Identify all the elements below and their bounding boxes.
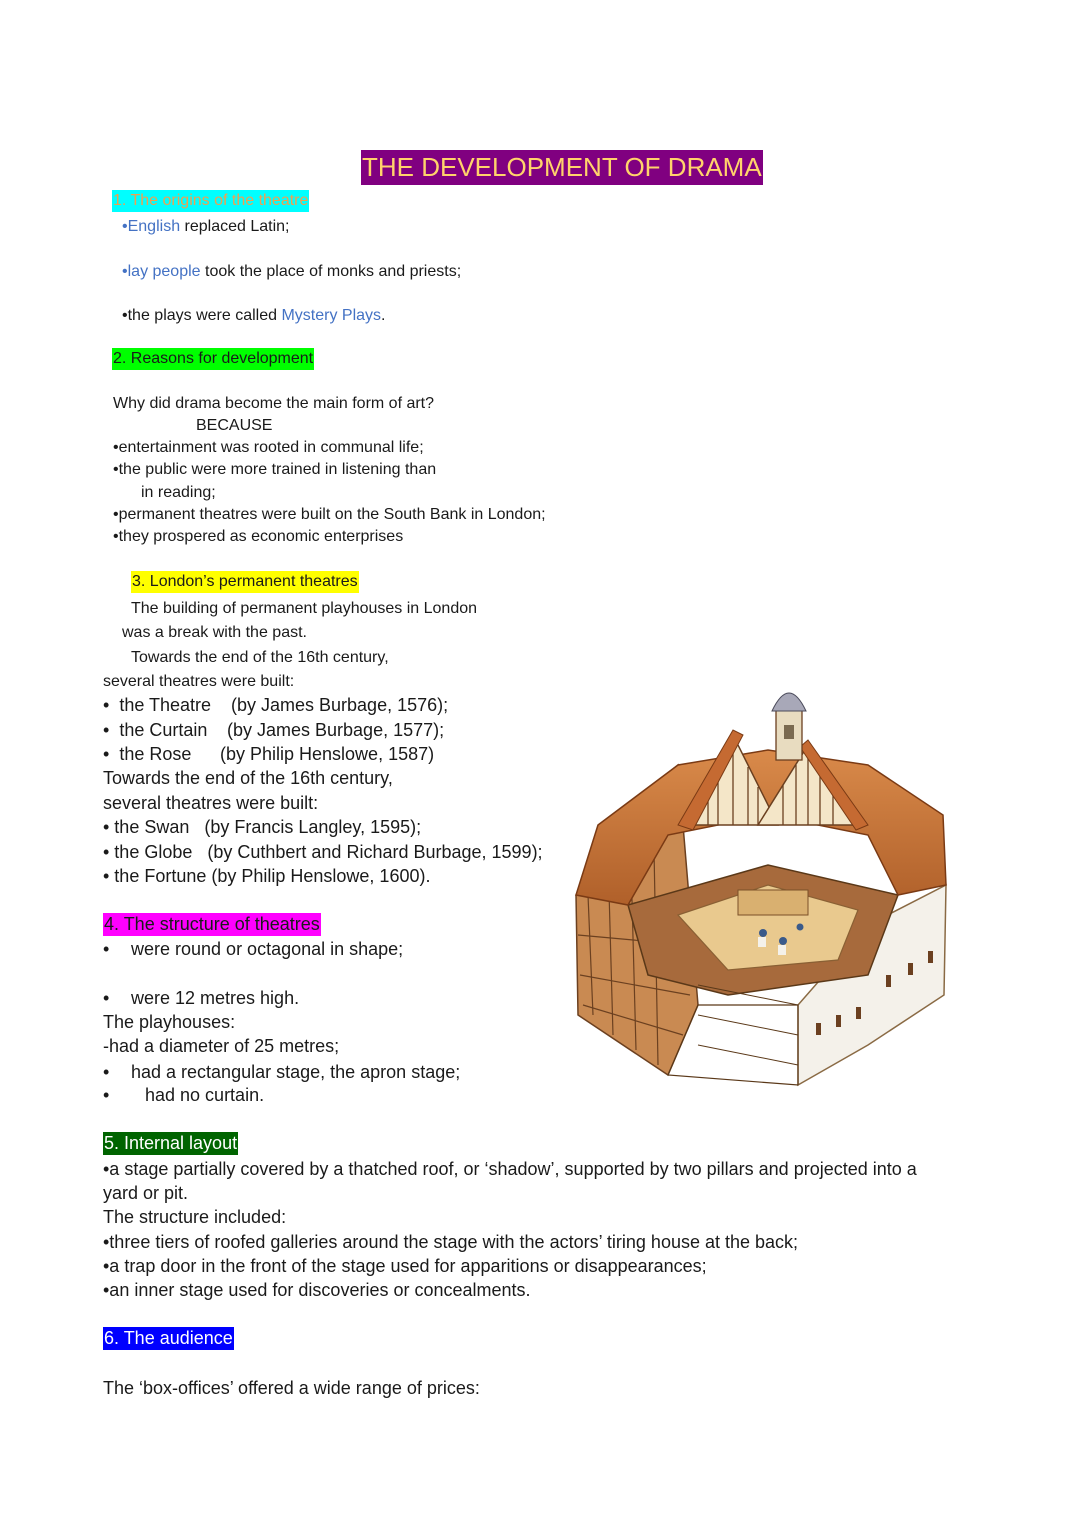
london-para-3b: several theatres were built: xyxy=(103,793,319,813)
reasons-bullet-1: •entertainment was rooted in communal life; xyxy=(113,439,424,456)
bullet-text: took the place of monks and priests; xyxy=(200,263,462,280)
reasons-question: Why did drama become the main form of art? xyxy=(113,395,435,412)
page-title: THE DEVELOPMENT OF DRAMA xyxy=(361,150,763,185)
theatre-list-item: • the Swan (by Francis Langley, 1595); xyxy=(103,817,422,837)
london-para-1b: was a break with the past. xyxy=(122,624,307,641)
section-heading-origins: 1. The origins of the theatre xyxy=(112,190,309,212)
theatre-list-item: • the Globe (by Cuthbert and Richard Burbage, 1599); xyxy=(103,842,543,862)
theatre-name: the Theatre xyxy=(119,695,212,715)
theatre-info: (by James Burbage, 1576); xyxy=(231,695,449,715)
structure-diameter: -had a diameter of 25 metres; xyxy=(103,1036,340,1056)
origins-bullet-1 xyxy=(122,217,290,237)
structure-bullet-3: had a rectangular stage, the apron stage; xyxy=(131,1062,461,1082)
bullet-marker: • xyxy=(122,263,128,280)
globe-theatre-illustration xyxy=(568,675,960,1115)
theatre-info: (by James Burbage, 1577); xyxy=(227,720,445,740)
theatre-info: (by Philip Henslowe, 1587) xyxy=(220,744,435,764)
section-heading-internal-layout: 5. Internal layout xyxy=(104,1133,238,1153)
layout-bullet-2: •three tiers of roofed galleries around the stage with the actors’ tiring house at the back; xyxy=(103,1232,799,1252)
theatre-list-item: • the Rose xyxy=(103,744,192,764)
bullet-marker: • xyxy=(103,939,110,959)
theatre-list-item: • the Curtain xyxy=(103,720,208,740)
term-english: English xyxy=(127,218,181,235)
reasons-bullet-2: •the public were more trained in listening than xyxy=(113,461,437,478)
bullet-marker: • xyxy=(103,1085,110,1105)
london-para-2a: Towards the end of the 16th century, xyxy=(131,649,389,666)
bullet-text: replaced Latin; xyxy=(180,218,290,235)
term-mystery-plays: Mystery Plays xyxy=(281,307,382,324)
structure-playhouses: The playhouses: xyxy=(103,1012,236,1032)
origins-bullet-2 xyxy=(122,262,461,282)
reasons-bullet-2-cont: in reading; xyxy=(141,484,216,501)
theatre-name: the Curtain xyxy=(119,720,208,740)
reasons-because: BECAUSE xyxy=(196,417,273,434)
bullet-marker: • xyxy=(122,218,128,235)
reasons-bullet-3: •permanent theatres were built on the South Bank in London; xyxy=(113,506,546,523)
layout-bullet-3: •a trap door in the front of the stage used for apparitions or disappearances; xyxy=(103,1256,707,1276)
london-para-3a: Towards the end of the 16th century, xyxy=(103,768,393,788)
layout-bullet-4: •an inner stage used for discoveries or concealments. xyxy=(103,1280,531,1300)
layout-structure: The structure included: xyxy=(103,1207,287,1227)
theatre-list-item: • the Theatre xyxy=(103,695,212,715)
bullet-text: •the plays were called xyxy=(122,307,282,324)
bullet-marker: • xyxy=(103,1062,110,1082)
theatre-list-item: • the Fortune (by Philip Henslowe, 1600). xyxy=(103,866,431,886)
section-heading-reasons: 2. Reasons for development xyxy=(112,348,314,370)
layout-bullet-1-cont: yard or pit. xyxy=(103,1183,189,1203)
bullet-text: . xyxy=(381,307,386,324)
structure-bullet-1: were round or octagonal in shape; xyxy=(131,939,404,959)
audience-para: The ‘box-offices’ offered a wide range of prices: xyxy=(103,1378,480,1398)
section-heading-structure: 4. The structure of theatres xyxy=(104,914,320,934)
layout-bullet-1: •a stage partially covered by a thatched roof, or ‘shadow’, supported by two pillars and projected into a xyxy=(103,1159,917,1179)
section-heading-audience: 6. The audience xyxy=(104,1328,233,1348)
reasons-bullet-4: •they prospered as economic enterprises xyxy=(113,528,404,545)
theatre-name: the Rose xyxy=(119,744,192,764)
structure-bullet-2: were 12 metres high. xyxy=(131,988,300,1008)
structure-bullet-4: had no curtain. xyxy=(145,1085,265,1105)
london-para-1a: The building of permanent playhouses in London xyxy=(131,600,478,617)
origins-bullet-3 xyxy=(122,306,386,326)
term-lay-people: lay people xyxy=(127,263,201,280)
bullet-marker: • xyxy=(103,988,110,1008)
london-para-2b: several theatres were built: xyxy=(103,673,295,690)
section-heading-london-theatres: 3. London’s permanent theatres xyxy=(131,571,359,593)
